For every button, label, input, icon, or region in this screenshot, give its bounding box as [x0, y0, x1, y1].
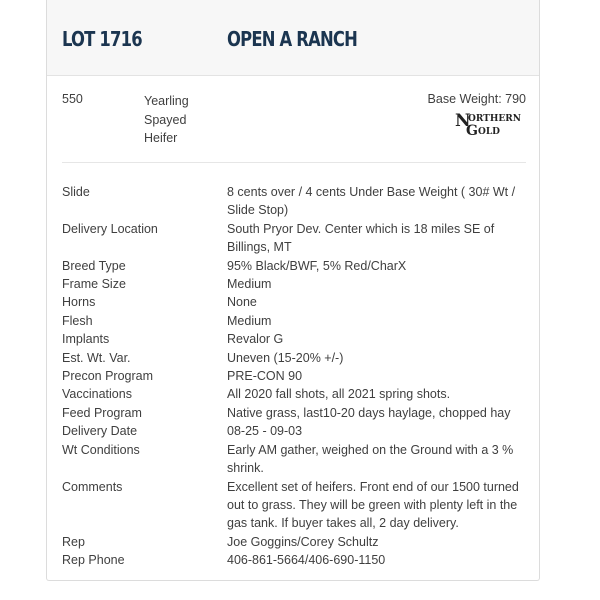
detail-row	[62, 385, 532, 403]
lot-summary	[47, 76, 539, 164]
detail-row	[62, 422, 532, 440]
lot-card	[46, 0, 540, 581]
detail-row	[62, 220, 532, 257]
detail-row	[62, 257, 532, 275]
detail-row	[62, 404, 532, 422]
detail-value: All 2020 fall shots, all 2021 spring shots.	[227, 387, 451, 402]
detail-label: Wt Conditions	[62, 442, 140, 457]
detail-label: Breed Type	[62, 258, 126, 273]
detail-value: Joe Goggins/Corey Schultz	[227, 534, 379, 549]
detail-label: Precon Program	[62, 369, 154, 384]
detail-row	[62, 367, 532, 385]
description-line: Yearling	[144, 94, 189, 108]
detail-label: Horns	[62, 295, 96, 310]
detail-value: Revalor G	[227, 332, 284, 347]
detail-label: Est. Wt. Var.	[62, 350, 131, 365]
detail-row	[62, 275, 532, 293]
cattle-description	[144, 92, 189, 148]
logo-line2: OLD	[478, 127, 500, 136]
detail-value: PRE-CON 90	[227, 369, 303, 384]
ranch-name: OPEN A RANCH	[227, 27, 357, 51]
detail-value: 95% Black/BWF, 5% Red/CharX	[227, 258, 407, 273]
detail-row	[62, 478, 532, 533]
detail-label: Implants	[62, 332, 110, 347]
detail-value: Uneven (15-20% +/-)	[227, 350, 344, 365]
detail-value: Early AM gather, weighed on the Ground with a 3 % shrink.	[227, 442, 514, 476]
base-weight: Base Weight: 790	[427, 92, 526, 106]
detail-value: South Pryor Dev. Center which is 18 miles SE of Billings, MT	[227, 221, 495, 255]
detail-label: Rep	[62, 534, 85, 549]
detail-label: Delivery Date	[62, 424, 138, 439]
lot-details	[62, 183, 532, 570]
detail-row	[62, 349, 532, 367]
detail-value: Native grass, last10-20 days haylage, chopped hay	[227, 405, 511, 420]
lot-number: LOT 1716	[62, 27, 142, 51]
detail-value: 406-861-5664/406-690-1150	[227, 553, 386, 568]
detail-row	[62, 293, 532, 311]
detail-label: Delivery Location	[62, 221, 158, 236]
detail-label: Rep Phone	[62, 553, 125, 568]
logo-initial-g: G	[466, 123, 478, 136]
description-line: Heifer	[144, 131, 178, 145]
detail-label: Slide	[62, 185, 90, 199]
detail-label: Feed Program	[62, 405, 142, 420]
detail-row	[62, 312, 532, 330]
detail-row	[62, 551, 532, 569]
northern-gold-logo	[453, 110, 527, 136]
detail-value: Excellent set of heifers. Front end of our 1500 turned out to grass. They will be green with plenty left in the gas tank. If buyer takes all, 2 day delivery.	[227, 479, 519, 531]
detail-value: 8 cents over / 4 cents Under Base Weight ( 30# Wt / Slide Stop)	[227, 185, 516, 218]
detail-row	[62, 533, 532, 551]
detail-row	[62, 330, 532, 348]
lot-header	[47, 0, 539, 76]
detail-label: Comments	[62, 479, 123, 494]
logo-line1: ORTHERN	[468, 114, 521, 124]
detail-value: 08-25 - 09-03	[227, 424, 303, 439]
detail-row	[62, 441, 532, 478]
detail-label: Flesh	[62, 313, 93, 328]
detail-value: None	[227, 295, 257, 310]
detail-row	[62, 183, 532, 220]
head-count: 550	[62, 92, 83, 106]
divider	[62, 162, 526, 163]
logo-initial-n: N	[455, 111, 471, 131]
detail-label: Frame Size	[62, 277, 126, 292]
description-line: Spayed	[144, 112, 187, 127]
detail-value: Medium	[227, 313, 272, 328]
detail-label: Vaccinations	[62, 387, 132, 402]
detail-value: Medium	[227, 277, 272, 292]
